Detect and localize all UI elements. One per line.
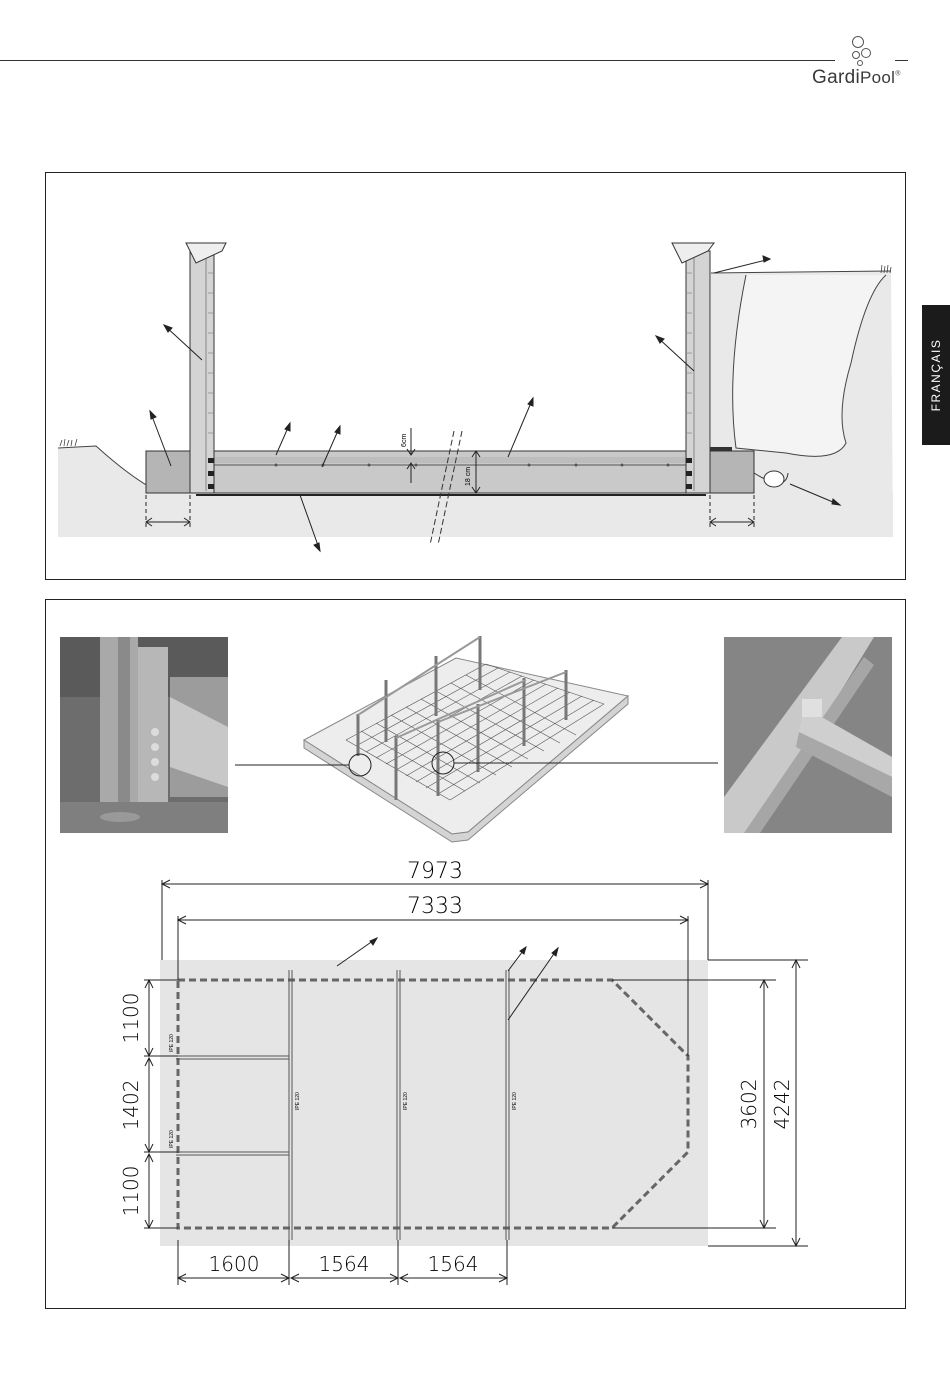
cross-section-drawing bbox=[46, 173, 907, 581]
dim-bottom-1: 1600 bbox=[208, 1252, 260, 1276]
slab-top-dimension: 6cm bbox=[401, 433, 408, 447]
grass-left bbox=[60, 439, 77, 446]
logo-sub-text: Pool bbox=[859, 68, 896, 87]
dim-bottom-3: 1564 bbox=[427, 1252, 479, 1276]
plan-panel bbox=[45, 599, 906, 1309]
dim-right-inner: 3602 bbox=[737, 1078, 761, 1130]
wall-right bbox=[686, 251, 710, 493]
drain-pipe bbox=[764, 471, 784, 487]
dim-left-1: 1100 bbox=[119, 992, 143, 1044]
language-tab-label: FRANÇAIS bbox=[929, 338, 943, 412]
wall-left bbox=[190, 251, 214, 493]
wall-right-foot bbox=[710, 447, 732, 451]
dim-right-outer: 4242 bbox=[770, 1078, 794, 1130]
language-tab bbox=[922, 305, 950, 445]
header-rule bbox=[0, 60, 835, 61]
beam-label-1: IPE 120 bbox=[295, 1092, 301, 1110]
slab-top-layer bbox=[214, 457, 686, 463]
beam-label-lower-cross: IPE 120 bbox=[169, 1130, 175, 1148]
beam-label-2: IPE 120 bbox=[403, 1092, 409, 1110]
plan-drawing bbox=[46, 600, 907, 1310]
beam-label-3: IPE 120 bbox=[512, 1092, 518, 1110]
dim-left-3: 1100 bbox=[119, 1165, 143, 1217]
bubbles-icon bbox=[812, 35, 872, 67]
footing-right bbox=[708, 451, 754, 493]
dim-bottom-2: 1564 bbox=[318, 1252, 370, 1276]
beam-label-upper-cross: IPE 120 bbox=[169, 1034, 175, 1052]
logo-main-text: Gardi bbox=[812, 67, 860, 88]
wall-ribs bbox=[208, 273, 692, 433]
dim-inner-length: 7333 bbox=[407, 894, 463, 919]
slab-thickness-dimension: 18 cm bbox=[465, 466, 472, 486]
gardipool-logo bbox=[812, 35, 922, 95]
logo-wordmark bbox=[812, 67, 901, 89]
logo-registered-mark: ® bbox=[895, 70, 901, 78]
cross-section-panel bbox=[45, 172, 906, 580]
dim-left-2: 1402 bbox=[119, 1079, 143, 1131]
dim-overall-length: 7973 bbox=[407, 859, 463, 884]
plan-background bbox=[160, 960, 708, 1246]
